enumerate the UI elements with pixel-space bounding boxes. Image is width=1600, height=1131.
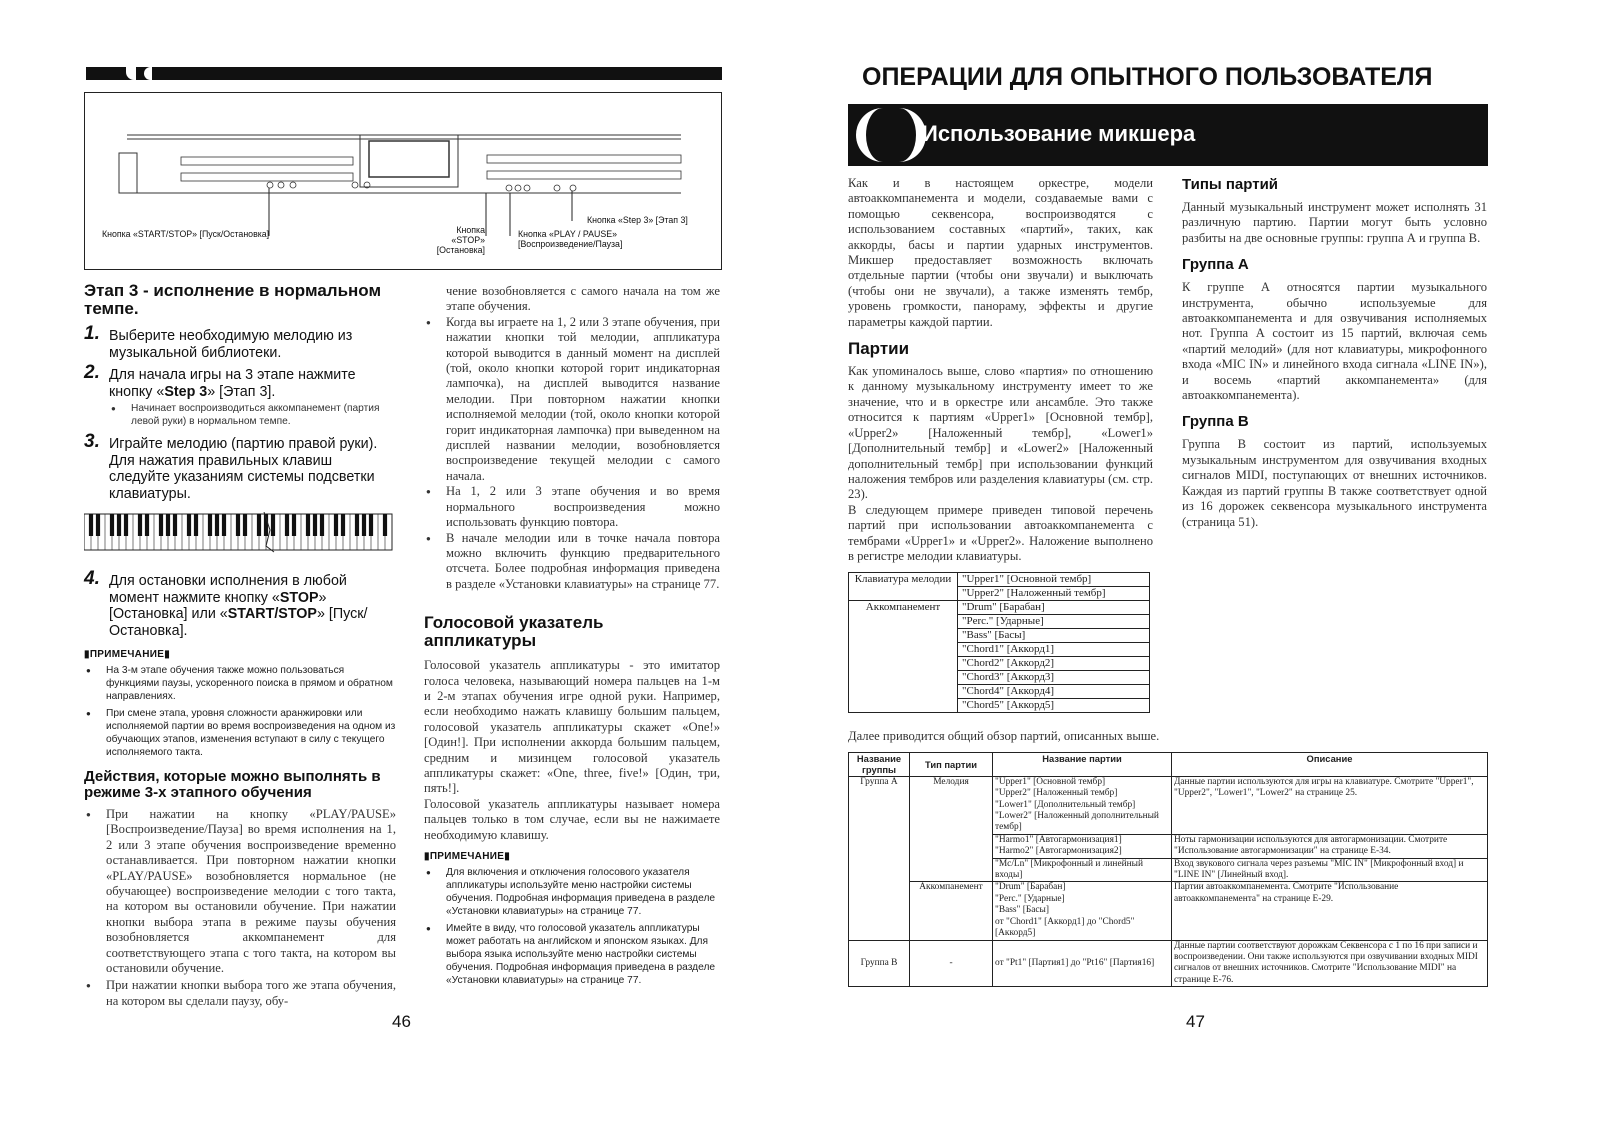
cell-dash: - <box>910 940 993 987</box>
parts-example-table <box>848 572 1150 713</box>
callout-play-1: Кнопка «PLAY / PAUSE» <box>518 229 617 239</box>
cell-desc: Ноты гармонизации используются для автогармонизации. Смотрите "Использование автогармонизации" на странице E-34. <box>1172 834 1488 858</box>
col-header: Название группы <box>849 753 910 777</box>
group-b-text: Группа В состоит из партий, используемых музыкальным инструментом для озвучивания входных сигналов MIDI, поступающих от внешних источников. Каждая из партий группы В также соответствует одной из 16 дорожек секвенсора музыкального инструмента (страница 51). <box>1182 437 1487 529</box>
cell-melody: Мелодия <box>910 776 993 882</box>
heading-stage3: Этап 3 - исполнение в нормальном темпе. <box>84 281 382 318</box>
voice-text-2: Голосовой указатель аппликатуры называет номера пальцев только в том случае, если вы не нажимаете необходимую клавишу. <box>424 796 720 842</box>
table-part: "Upper1" [Основной тембр] <box>958 573 1150 587</box>
cell-part-names: "Drum" [Барабан] "Perc." [Ударные] "Bass" [Басы] от "Chord1" [Аккорд1] до "Chord5" [Аккорд5] <box>993 882 1172 940</box>
cell-part-names: "Harmo1" [Автогармонизация1] "Harmo2" [Автогармонизация2] <box>993 834 1172 858</box>
page-number-left: 46 <box>392 1012 411 1031</box>
cell-desc: Партии автоаккомпанемента. Смотрите "Использование автоаккомпанемента" на странице E-29. <box>1172 882 1488 940</box>
cell-part-names: "Mc/Ln" [Микрофонный и линейный входы] <box>993 858 1172 882</box>
keyboard-keys-illustration <box>84 512 394 558</box>
group-a-text: К группе А относятся партии музыкального инструмента, обычно используемые для автоаккомпанемента и для озвучивания исполняемых нот. Группа А состоит из 15 партий, включая семь «партий мелодий» (для нот клавиатуры, микрофонного входа «MIC IN» и линейного входа сигнала «LINE IN»), и восемь «партий аккомпанемента» (для автоаккомпанемента). <box>1182 280 1487 403</box>
cell-group-a: Группа А <box>849 776 910 940</box>
col2-bullet: ● Когда вы играете на 1, 2 или 3 этапе обучения, при нажатии кнопки той мелодии, аппликатура которой выводится в данный момент на дисплей (той, около кнопки которой горит индикаторная лампочка), на дисплей выводится название мелодии. При повторном нажатии кнопки исполняемой мелодии (той, около кнопки которой горит индикаторная лампочка) при выведенном на дисплей названии мелодии, возобновляется воспроизведение текущей мелодии с самого начала. <box>424 315 720 484</box>
page-title: ОПЕРАЦИИ ДЛЯ ОПЫТНОГО ПОЛЬЗОВАТЕЛЯ <box>862 63 1433 91</box>
heading-group-b: Группа В <box>1182 413 1249 431</box>
section-banner <box>848 104 1488 166</box>
table-part: "Chord2" [Аккорд2] <box>958 657 1150 671</box>
overview-text: Далее приводится общий обзор партий, описанных выше. <box>848 729 1160 744</box>
callout-play-2: [Воспроизведение/Пауза] <box>518 239 623 249</box>
cell-desc: Вход звукового сигнала через разъемы "MIC IN" [Микрофонный вход] и "LINE IN" [Линейный вход]. <box>1172 858 1488 882</box>
cell-group-b: Группа В <box>849 940 910 987</box>
step-2: 2. Для начала игры на 3 этапе нажмите кнопку «Step 3» [Этап 3]. <box>84 362 356 400</box>
note-2-title: ▮ПРИМЕЧАНИЕ▮ <box>424 851 510 862</box>
cell-desc: Данные партии используются для игры на клавиатуре. Смотрите "Upper1", "Upper2", "Lower1", "Lower2" на странице 25. <box>1172 776 1488 834</box>
heading-group-a: Группа А <box>1182 256 1249 274</box>
step-4: 4. Для остановки исполнения в любой момент нажмите кнопку «STOP» [Остановка] или «START/STOP» [Пуск/Остановка]. <box>84 568 368 639</box>
step-2-bullet: ● Начинает воспроизводиться аккомпанемент (партия левой руки) в нормальном темпе. <box>109 402 396 428</box>
cell-accomp: Аккомпанемент <box>910 882 993 940</box>
table-part: "Chord3" [Аккорд3] <box>958 671 1150 685</box>
cell-desc: Данные партии соответствуют дорожкам Секвенсора с 1 по 16 при записи и воспроизведении. Они также используются при озвучивании входных MIDI сигналов от внешних источников. Смотрите "Использование MIDI" на странице E-76. <box>1172 940 1488 987</box>
types-text: Данный музыкальный инструмент может исполнять 31 различную партию. Партии могут быть условно разбиты на две основные группы: группа А и группа В. <box>1182 200 1487 245</box>
page-number-right: 47 <box>1186 1012 1205 1031</box>
action-item: ● При нажатии на кнопку «PLAY/PAUSE» [Воспроизведение/Пауза] во время исполнения на 1, 2 или 3 этапе обучения воспроизведение временно останавливается. При повторном нажатии кнопки «PLAY/PAUSE» возобновляется нормальное (не обучающее) воспроизведение мелодии с того такта, на котором вы остановили обучение. При нажатии кнопки выбора этапа в режиме паузы обучения возобновляется аккомпанемент для соответствующего этапа с того такта, на котором вы остановили обучение. <box>84 807 396 976</box>
table-part: "Upper2" [Наложенный тембр] <box>958 587 1150 601</box>
table-group: Клавиатура мелодии <box>849 573 958 601</box>
table-part: "Chord5" [Аккорд5] <box>958 699 1150 713</box>
voice-text: Голосовой указатель аппликатуры - это имитатор голоса человека, называющий номера пальцев на 1-м и 2-м этапах обучения игре одной руки. Например, если необходимо нажать клавишу большим пальцем, голосовой указатель аппликатуры скажет «One!» [Один!]. При исполнении аккорда большим пальцем, средним и мизинцем голосовой указатель аппликатуры скажет: «One, three, five!» [Один, три, пять!]. <box>424 658 720 796</box>
heading-parts: Партии <box>848 339 910 359</box>
col-header: Тип партии <box>910 753 993 777</box>
continued-text: чение возобновляется с самого начала на том же этапе обучения. <box>446 284 720 314</box>
cell-part-names: от "Pt1" [Партия1] до "Pt16" [Партия16] <box>993 940 1172 987</box>
callout-stop-2: [Остановка] <box>436 245 485 255</box>
parts-overview-table <box>848 752 1488 987</box>
intro-text: Как и в настоящем оркестре, модели автоаккомпанемента и модели, создаваемые вами с помощью секвенсора, воспроизводятся с использованием составных «партий», таких, как аккорды, басы и партии ударных инструментов. Микшер предоставляет возможность включать отдельные партии (чтобы они звучали) и выключать (чтобы они не звучали), а также изменять тембр, уровень громкости, панораму, эффекты и другие параметры каждой партии. <box>848 176 1153 329</box>
note-2-item: ● Имейте в виду, что голосовой указатель аппликатуры может работать на английском и японском языках. Для выбора языка используйте меню настройки системы обучения. Подробная информация приведена в разделе «Установки клавиатуры» на странице 77. <box>424 922 720 987</box>
step-1: 1. Выберите необходимую мелодию из музыкальной библиотеки. <box>84 323 353 361</box>
action-item: ● При нажатии кнопки выбора того же этапа обучения, на котором вы сделали паузу, обу- <box>84 978 396 1009</box>
table-part: "Chord1" [Аккорд1] <box>958 643 1150 657</box>
section-title: Использование микшера <box>922 121 1196 146</box>
col-header: Описание <box>1172 753 1488 777</box>
heading-part-types: Типы партий <box>1182 176 1279 193</box>
note-2-item: ● Для включения и отключения голосового указателя аппликатуры используйте меню настройки системы обучения. Подробная информация приведена в разделе «Установки клавиатуры» на странице 77. <box>424 866 720 918</box>
table-part: "Chord4" [Аккорд4] <box>958 685 1150 699</box>
table-part: "Bass" [Басы] <box>958 629 1150 643</box>
col2-bullet: ● На 1, 2 или 3 этапе обучения и во время нормального воспроизведения можно использовать функцию повтора. <box>424 484 720 530</box>
note-1-item: ● На 3-м этапе обучения также можно пользоваться функциями паузы, ускоренного поиска в прямом и обратном направлениях. <box>84 664 396 703</box>
parts-text: Как упоминалось выше, слово «партия» по отношению к данному музыкальному инструменту имеет то же значение, что и в оркестре или ансамбле. Это также относится к партиям «Upper1» [Основной тембр], «Upper2» [Наложенный тембр], «Lower1» [Дополнительный тембр] и «Lower2» [Наложенный дополнительный тембр] при использовании функций наложения тембров или разделения клавиатуры (см. стр. 23). <box>848 364 1153 502</box>
parts-text-2: В следующем примере приведен типовой перечень партий при использовании автоаккомпанемента с тембрами «Upper1» и «Upper2». Наложение выполнено в регистре мелодии клавиатуры. <box>848 502 1153 563</box>
note-1-title: ▮ПРИМЕЧАНИЕ▮ <box>84 649 170 660</box>
callout-start-stop: Кнопка «START/STOP» [Пуск/Остановка] <box>102 229 270 239</box>
table-group: Аккомпанемент <box>849 601 958 713</box>
cell-part-names: "Upper1" [Основной тембр] "Upper2" [Наложенный тембр] "Lower1" [Дополнительный тембр] "Lower2" [Наложенный дополнительный тембр] <box>993 776 1172 834</box>
heading-actions: Действия, которые можно выполнять в режиме 3-х этапного обучения <box>84 768 381 801</box>
table-part: "Drum" [Барабан] <box>958 601 1150 615</box>
col-header: Название партии <box>993 753 1172 777</box>
heading-voice-guide: Голосовой указатель аппликатуры <box>424 613 604 651</box>
keyboard-panel-figure <box>84 92 722 270</box>
callout-step3: Кнопка «Step 3» [Этап 3] <box>587 215 688 225</box>
callout-stop-1: Кнопка «STOP» <box>451 225 485 245</box>
step-3: 3. Играйте мелодию (партию правой руки). Для нажатия правильных клавиш следуйте указаниям системы подсветки клавиатуры. <box>84 431 378 502</box>
note-1-item: ● При смене этапа, уровня сложности аранжировки или исполняемой партии во время воспроизведения на одном из обучающих этапов, изменения вступают в силу с текущего исполняемого такта. <box>84 707 396 759</box>
keyboard-panel-illustration <box>85 93 721 269</box>
col2-bullet: ● В начале мелодии или в точке начала повтора можно включить функцию предварительного отсчета. Более подробная информация приведена в разделе «Установки клавиатуры» на странице 77. <box>424 531 720 593</box>
header-bar <box>86 67 722 80</box>
table-part: "Perc." [Ударные] <box>958 615 1150 629</box>
